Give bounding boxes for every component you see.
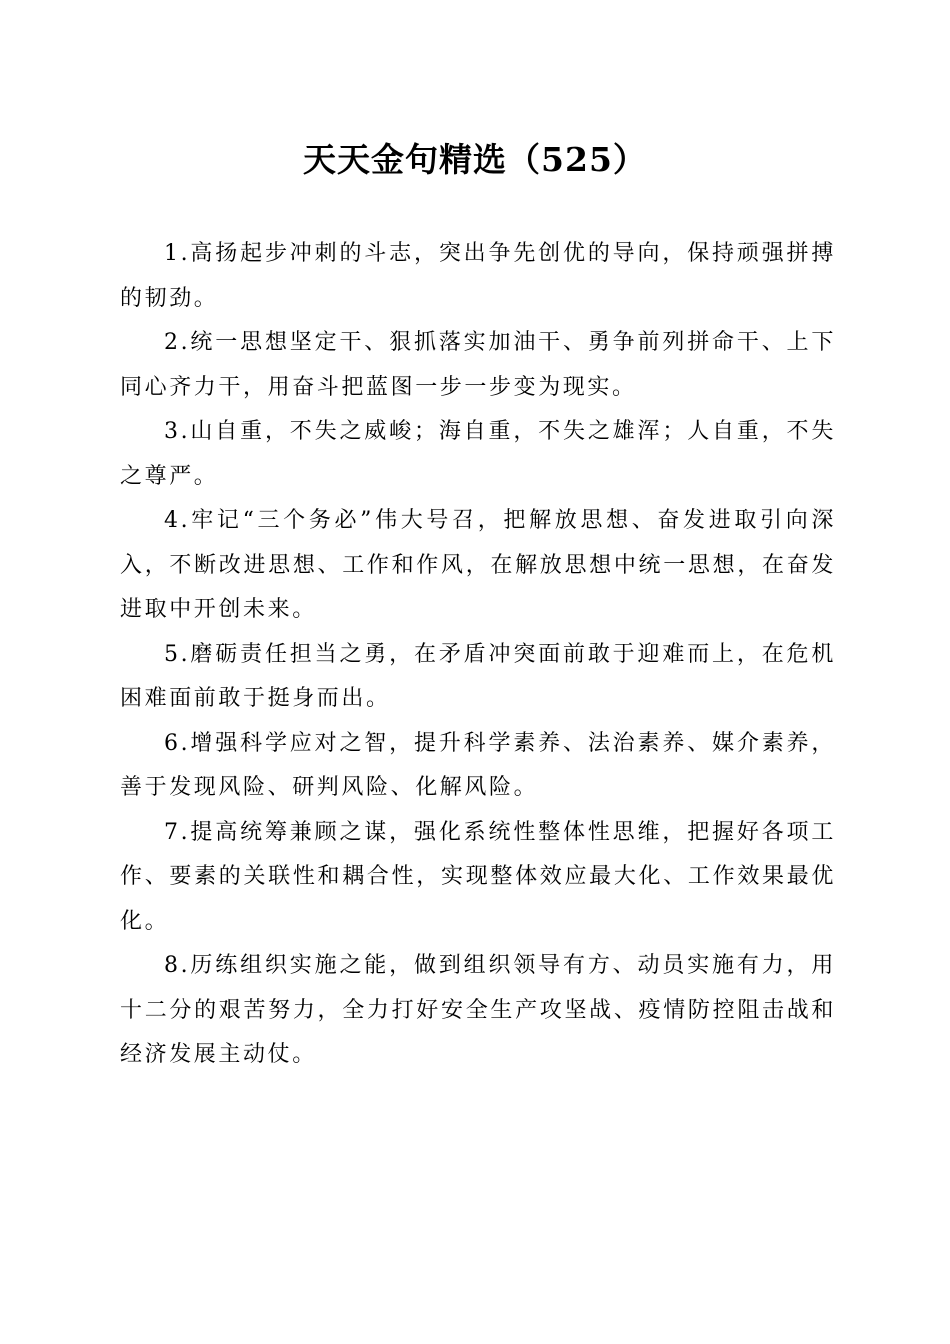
document-body [120,232,836,1078]
paragraph-2: 2.统一思想坚定干、狠抓落实加油干、勇争前列拼命干、上下同心齐力干，用奋斗把蓝图一步一步变为现实。 [120,330,836,400]
paragraph-8: 8.历练组织实施之能，做到组织领导有方、动员实施有力，用十二分的艰苦努力，全力打好安全生产攻坚战、疫情防控阻击战和经济发展主动仗。 [120,953,836,1067]
document-title: 天天金句精选（525） [303,140,647,179]
paragraph-1: 1.高扬起步冲刺的斗志，突出争先创优的导向，保持顽强拼搏的韧劲。 [120,241,836,311]
paragraph-5: 5.磨砺责任担当之勇，在矛盾冲突面前敢于迎难而上，在危机困难面前敢于挺身而出。 [120,641,836,711]
paragraph-3: 3.山自重，不失之威峻；海自重，不失之雄浑；人自重，不失之尊严。 [120,419,836,489]
paragraph-4: 4.牢记“三个务必”伟大号召，把解放思想、奋发进取引向深入，不断改进思想、工作和作风，在解放思想中统一思想，在奋发进取中开创未来。 [120,508,836,622]
paragraph-6: 6.增强科学应对之智，提升科学素养、法治素养、媒介素养，善于发现风险、研判风险、化解风险。 [120,730,836,800]
paragraph-7: 7.提高统筹兼顾之谋，强化系统性整体性思维，把握好各项工作、要素的关联性和耦合性，实现整体效应最大化、工作效果最优化。 [120,819,836,934]
